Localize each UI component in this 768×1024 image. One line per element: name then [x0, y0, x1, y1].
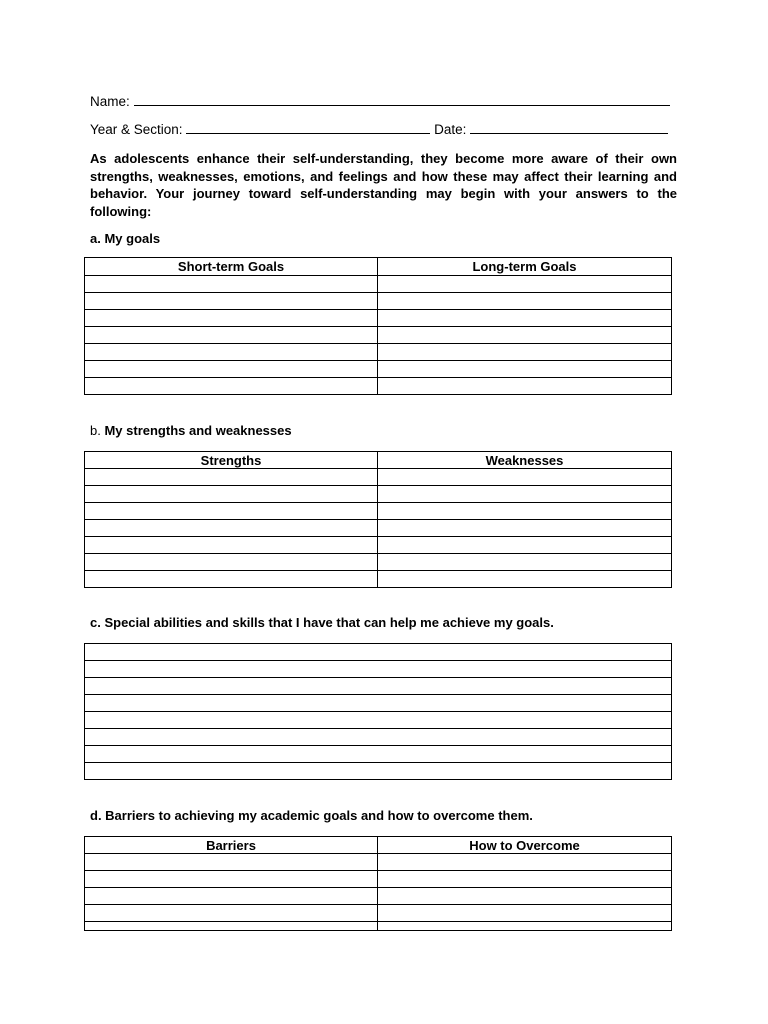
table-cell[interactable]	[378, 537, 672, 554]
table-cell[interactable]	[378, 503, 672, 520]
table-cell[interactable]	[378, 361, 672, 378]
table-cell[interactable]	[378, 486, 672, 503]
table-cell[interactable]	[85, 486, 378, 503]
table-cell[interactable]	[85, 695, 672, 712]
table-cell[interactable]	[378, 344, 672, 361]
section-b-heading	[90, 423, 292, 439]
how-to-overcome-header: How to Overcome	[378, 837, 672, 854]
table-cell[interactable]	[378, 293, 672, 310]
table-cell[interactable]	[85, 763, 672, 780]
name-field-row	[90, 93, 670, 110]
goals-table	[84, 257, 672, 395]
section-a-heading	[90, 231, 160, 247]
table-cell[interactable]	[378, 469, 672, 486]
table-cell[interactable]	[378, 905, 672, 922]
section-b-title: My strengths and weaknesses	[104, 423, 292, 438]
date-blank[interactable]	[470, 121, 668, 134]
table-cell[interactable]	[85, 503, 378, 520]
weaknesses-header: Weaknesses	[378, 452, 672, 469]
section-c-title: Special abilities and skills that I have that can help me achieve my goals.	[104, 615, 554, 630]
year-section-label: Year & Section:	[90, 122, 183, 137]
table-cell[interactable]	[378, 554, 672, 571]
table-cell[interactable]	[85, 537, 378, 554]
table-cell[interactable]	[378, 378, 672, 395]
table-cell[interactable]	[378, 888, 672, 905]
table-cell[interactable]	[85, 571, 378, 588]
section-d-heading	[90, 808, 533, 824]
table-cell[interactable]	[85, 678, 672, 695]
section-c-prefix: c.	[90, 615, 105, 630]
table-cell[interactable]	[85, 276, 378, 293]
table-cell[interactable]	[85, 361, 378, 378]
table-cell[interactable]	[378, 327, 672, 344]
table-cell[interactable]	[85, 729, 672, 746]
table-cell[interactable]	[85, 344, 378, 361]
section-b-prefix: b.	[90, 423, 105, 438]
short-term-goals-header: Short-term Goals	[85, 258, 378, 276]
section-c-heading	[90, 615, 554, 631]
table-cell[interactable]	[85, 310, 378, 327]
table-cell[interactable]	[85, 293, 378, 310]
table-cell[interactable]	[378, 871, 672, 888]
table-cell[interactable]	[85, 661, 672, 678]
long-term-goals-header: Long-term Goals	[378, 258, 672, 276]
section-a-prefix: a.	[90, 231, 105, 246]
table-cell[interactable]	[85, 644, 672, 661]
intro-paragraph: As adolescents enhance their self-understanding, they become more aware of their own strengths, weaknesses, emotions, and feelings and how these may affect their learning and behavior. Your journey toward self-understanding may begin with your answers to the following:	[90, 151, 677, 219]
table-cell[interactable]	[85, 712, 672, 729]
date-label: Date:	[434, 122, 467, 137]
table-cell[interactable]	[85, 520, 378, 537]
strengths-weaknesses-table	[84, 451, 672, 588]
table-cell[interactable]	[85, 469, 378, 486]
table-cell[interactable]	[85, 854, 378, 871]
table-cell[interactable]	[85, 378, 378, 395]
strengths-header: Strengths	[85, 452, 378, 469]
abilities-skills-table	[84, 643, 672, 780]
table-cell[interactable]	[85, 327, 378, 344]
table-cell[interactable]	[85, 871, 378, 888]
table-cell[interactable]	[378, 571, 672, 588]
section-a-title: My goals	[104, 231, 161, 246]
table-cell[interactable]	[378, 310, 672, 327]
barriers-table	[84, 836, 672, 931]
name-label: Name:	[90, 94, 130, 109]
table-cell[interactable]	[85, 905, 378, 922]
table-cell[interactable]	[85, 888, 378, 905]
table-cell[interactable]	[378, 520, 672, 537]
table-cell[interactable]	[85, 554, 378, 571]
table-cell[interactable]	[378, 276, 672, 293]
table-cell[interactable]	[378, 922, 672, 931]
table-cell[interactable]	[85, 746, 672, 763]
section-d-prefix: d.	[90, 808, 106, 823]
table-cell[interactable]	[378, 854, 672, 871]
barriers-header: Barriers	[85, 837, 378, 854]
year-section-blank[interactable]	[186, 121, 430, 134]
year-date-row	[90, 121, 668, 138]
name-blank[interactable]	[134, 93, 670, 106]
table-cell[interactable]	[85, 922, 378, 931]
section-d-title: Barriers to achieving my academic goals and how to overcome them.	[105, 808, 533, 823]
